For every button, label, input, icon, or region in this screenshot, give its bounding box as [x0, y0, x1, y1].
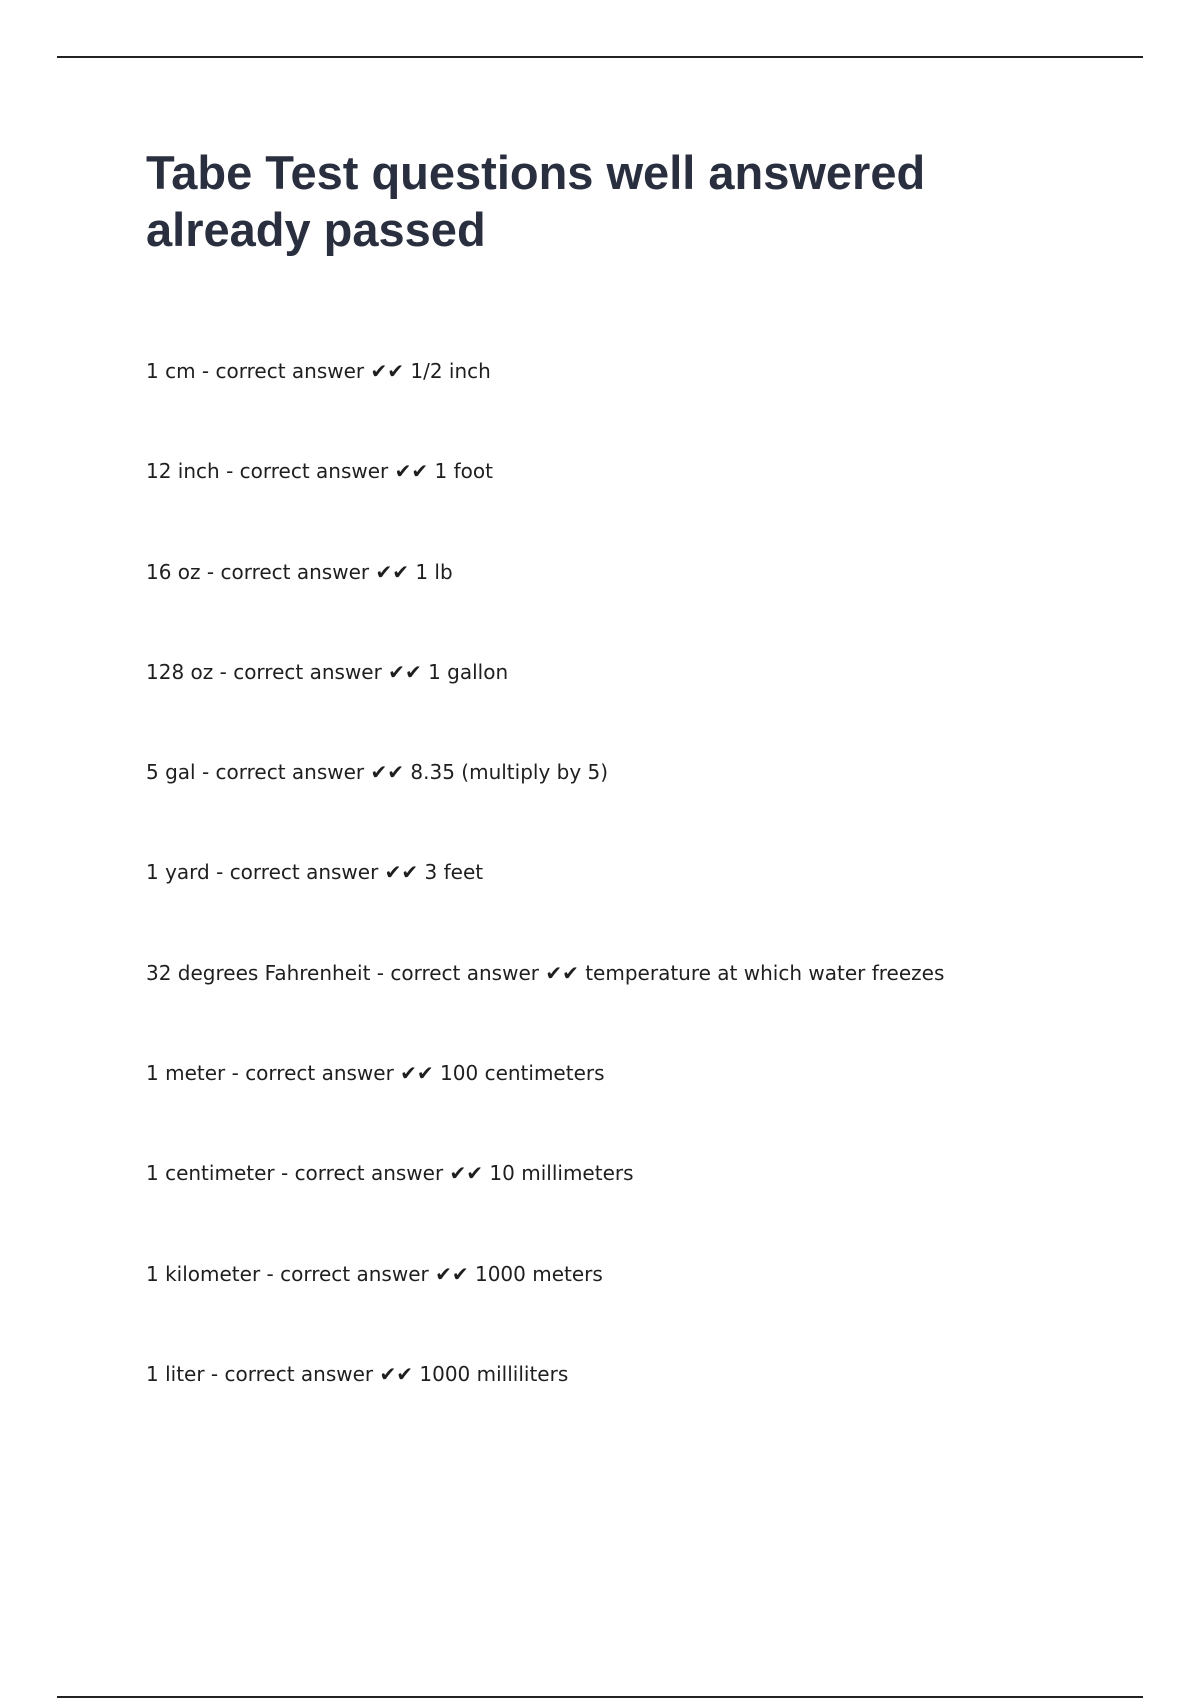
answer-marker: correct answer ✔✔ [215, 359, 404, 383]
separator: - [209, 860, 230, 885]
answer-text: 3 feet [424, 860, 484, 885]
qa-item [146, 857, 1146, 957]
separator: - [260, 1261, 281, 1286]
answer-marker: correct answer ✔✔ [245, 1061, 434, 1086]
qa-item [146, 557, 1146, 657]
question-text: 1 meter [146, 1061, 226, 1086]
qa-item [146, 1058, 1146, 1158]
answer-text: 1/2 inch [410, 359, 491, 383]
answer-text: 1000 milliliters [419, 1361, 569, 1386]
separator: - [219, 459, 240, 484]
answer-marker: correct answer ✔✔ [220, 559, 409, 584]
answer-text: 1000 meters [474, 1261, 603, 1286]
separator: - [195, 760, 216, 785]
question-text: 1 centimeter [146, 1161, 275, 1186]
bottom-rule [57, 1696, 1143, 1698]
answer-marker: correct answer ✔✔ [224, 1361, 414, 1386]
question-text: 16 oz [146, 559, 201, 584]
question-text: 32 degrees Fahrenheit [146, 960, 371, 985]
question-text: 5 gal [146, 760, 196, 785]
question-text: 1 yard [146, 860, 210, 885]
separator: - [274, 1161, 295, 1186]
qa-item [146, 1359, 1146, 1459]
answer-text: 8.35 (multiply by 5) [410, 760, 609, 785]
answer-text: 100 centimeters [440, 1061, 605, 1086]
answer-marker: correct answer ✔✔ [239, 459, 429, 484]
separator: - [204, 1361, 225, 1386]
question-text: 12 inch [146, 459, 220, 484]
question-text: 128 oz [146, 659, 214, 684]
answer-marker: correct answer ✔✔ [229, 860, 419, 885]
answer-text: 1 lb [415, 559, 453, 584]
question-text: 1 kilometer [146, 1261, 261, 1286]
qa-item [146, 1259, 1146, 1359]
qa-item [146, 1158, 1146, 1258]
question-text: 1 liter [146, 1361, 205, 1386]
qa-item [146, 657, 1146, 757]
qa-list [146, 356, 1146, 1459]
separator: - [225, 1061, 246, 1086]
answer-text: 1 gallon [428, 659, 509, 684]
answer-marker: correct answer ✔✔ [390, 960, 579, 985]
top-rule [57, 56, 1143, 58]
separator: - [195, 359, 216, 383]
answer-marker: correct answer ✔✔ [294, 1161, 484, 1186]
qa-item [146, 356, 1146, 456]
qa-item [146, 958, 1146, 1058]
separator: - [213, 659, 234, 684]
answer-marker: correct answer ✔✔ [233, 659, 422, 684]
answer-text: temperature at which water freezes [585, 960, 945, 985]
qa-item [146, 456, 1146, 556]
separator: - [200, 559, 221, 584]
question-text: 1 cm [146, 359, 196, 383]
separator: - [370, 960, 391, 985]
page-title: Tabe Test questions well answered already passed [146, 146, 926, 256]
answer-marker: correct answer ✔✔ [280, 1261, 469, 1286]
answer-text: 1 foot [434, 459, 493, 484]
answer-marker: correct answer ✔✔ [215, 760, 405, 785]
qa-item [146, 757, 1146, 857]
answer-text: 10 millimeters [489, 1161, 634, 1186]
